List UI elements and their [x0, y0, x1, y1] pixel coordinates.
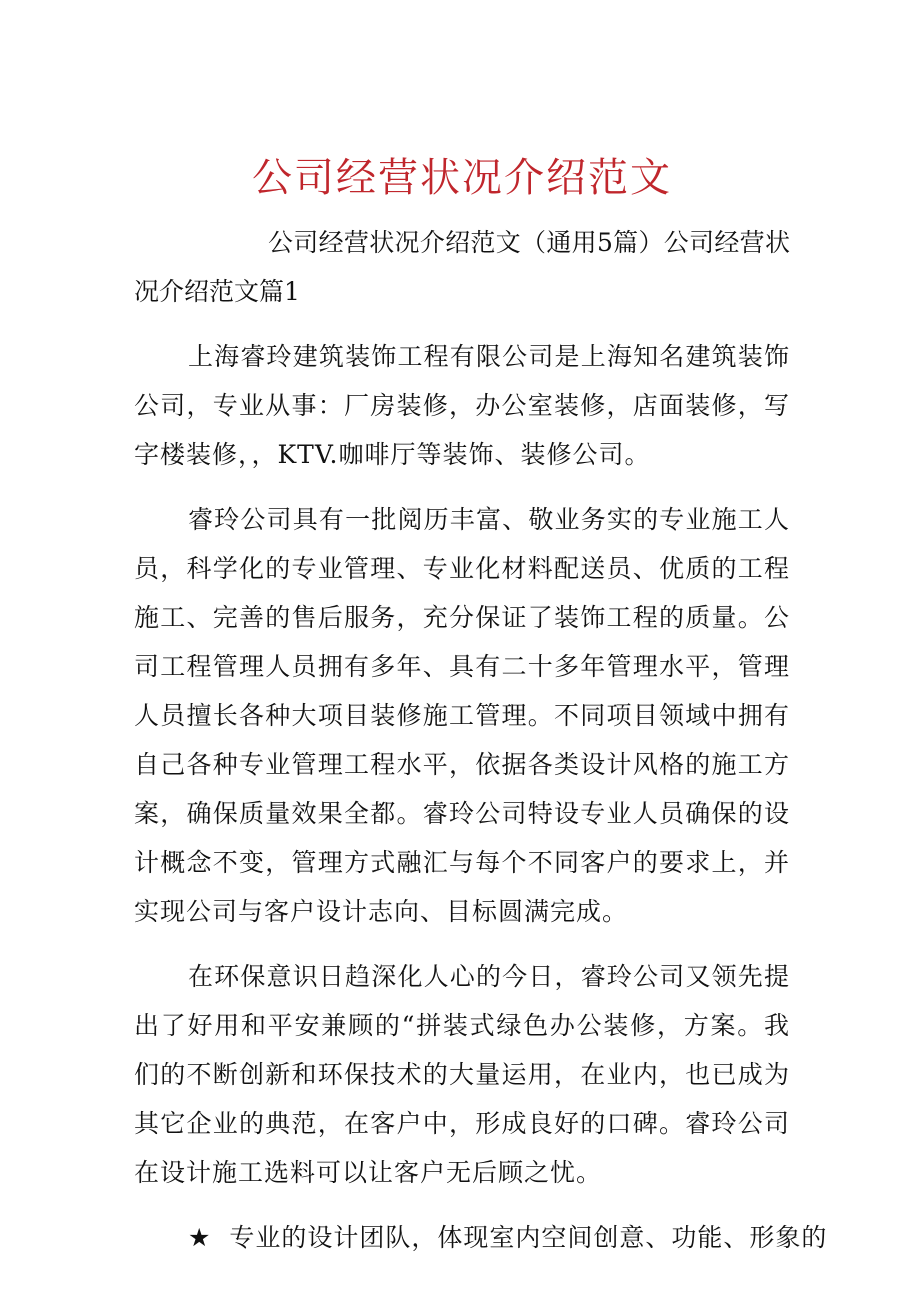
document-title: 公司经营状况介绍范文 [252, 155, 672, 201]
paragraph-management: 睿玲公司具有一批阅历丰富、敬业务实的专业施工人员，科学化的专业管理、专业化材料配送员、优质的工程施工、完善的售后服务，充分保证了装饰工程的质量。公司工程管理人员拥有多年、具有二十多年管理水平，管理人员擅长各种大项目装修施工管理。不同项目领域中拥有自己各种专业管理工程水平，依据各类设计风格的施工方案，确保质量效果全都。睿玲公司特设专业人员确保的设计概念不变，管理方式融汇与每个不同客户的要求上，并实现公司与客户设计志向、目标圆满完成。 [134, 505, 790, 926]
bullet-design-team [134, 1213, 828, 1262]
bullet-text: 专业的设计团队，体现室内空间创意、功能、形象的 [229, 1223, 828, 1252]
document-subtitle: 公司经营状况介绍范文（通用5篇）公司经营状况介绍范文篇1 [134, 228, 790, 306]
paragraph-company-intro: 上海睿玲建筑装饰工程有限公司是上海知名建筑装饰公司，专业从事：厂房装修，办公室装修，店面装修，写字楼装修，，KTV.咖啡厅等装饰、装修公司。 [134, 342, 790, 469]
star-icon: ★ [188, 1223, 212, 1252]
paragraph-environment: 在环保意识日趋深化人心的今日，睿玲公司又领先提出了好用和平安兼顾的“拼装式绿色办公装修，方案。我们的不断创新和环保技术的大量运用，在业内，也已成为其它企业的典范，在客户中，形成良好的口碑。睿玲公司在设计施工选料可以让客户无后顾之忧。 [134, 962, 790, 1187]
